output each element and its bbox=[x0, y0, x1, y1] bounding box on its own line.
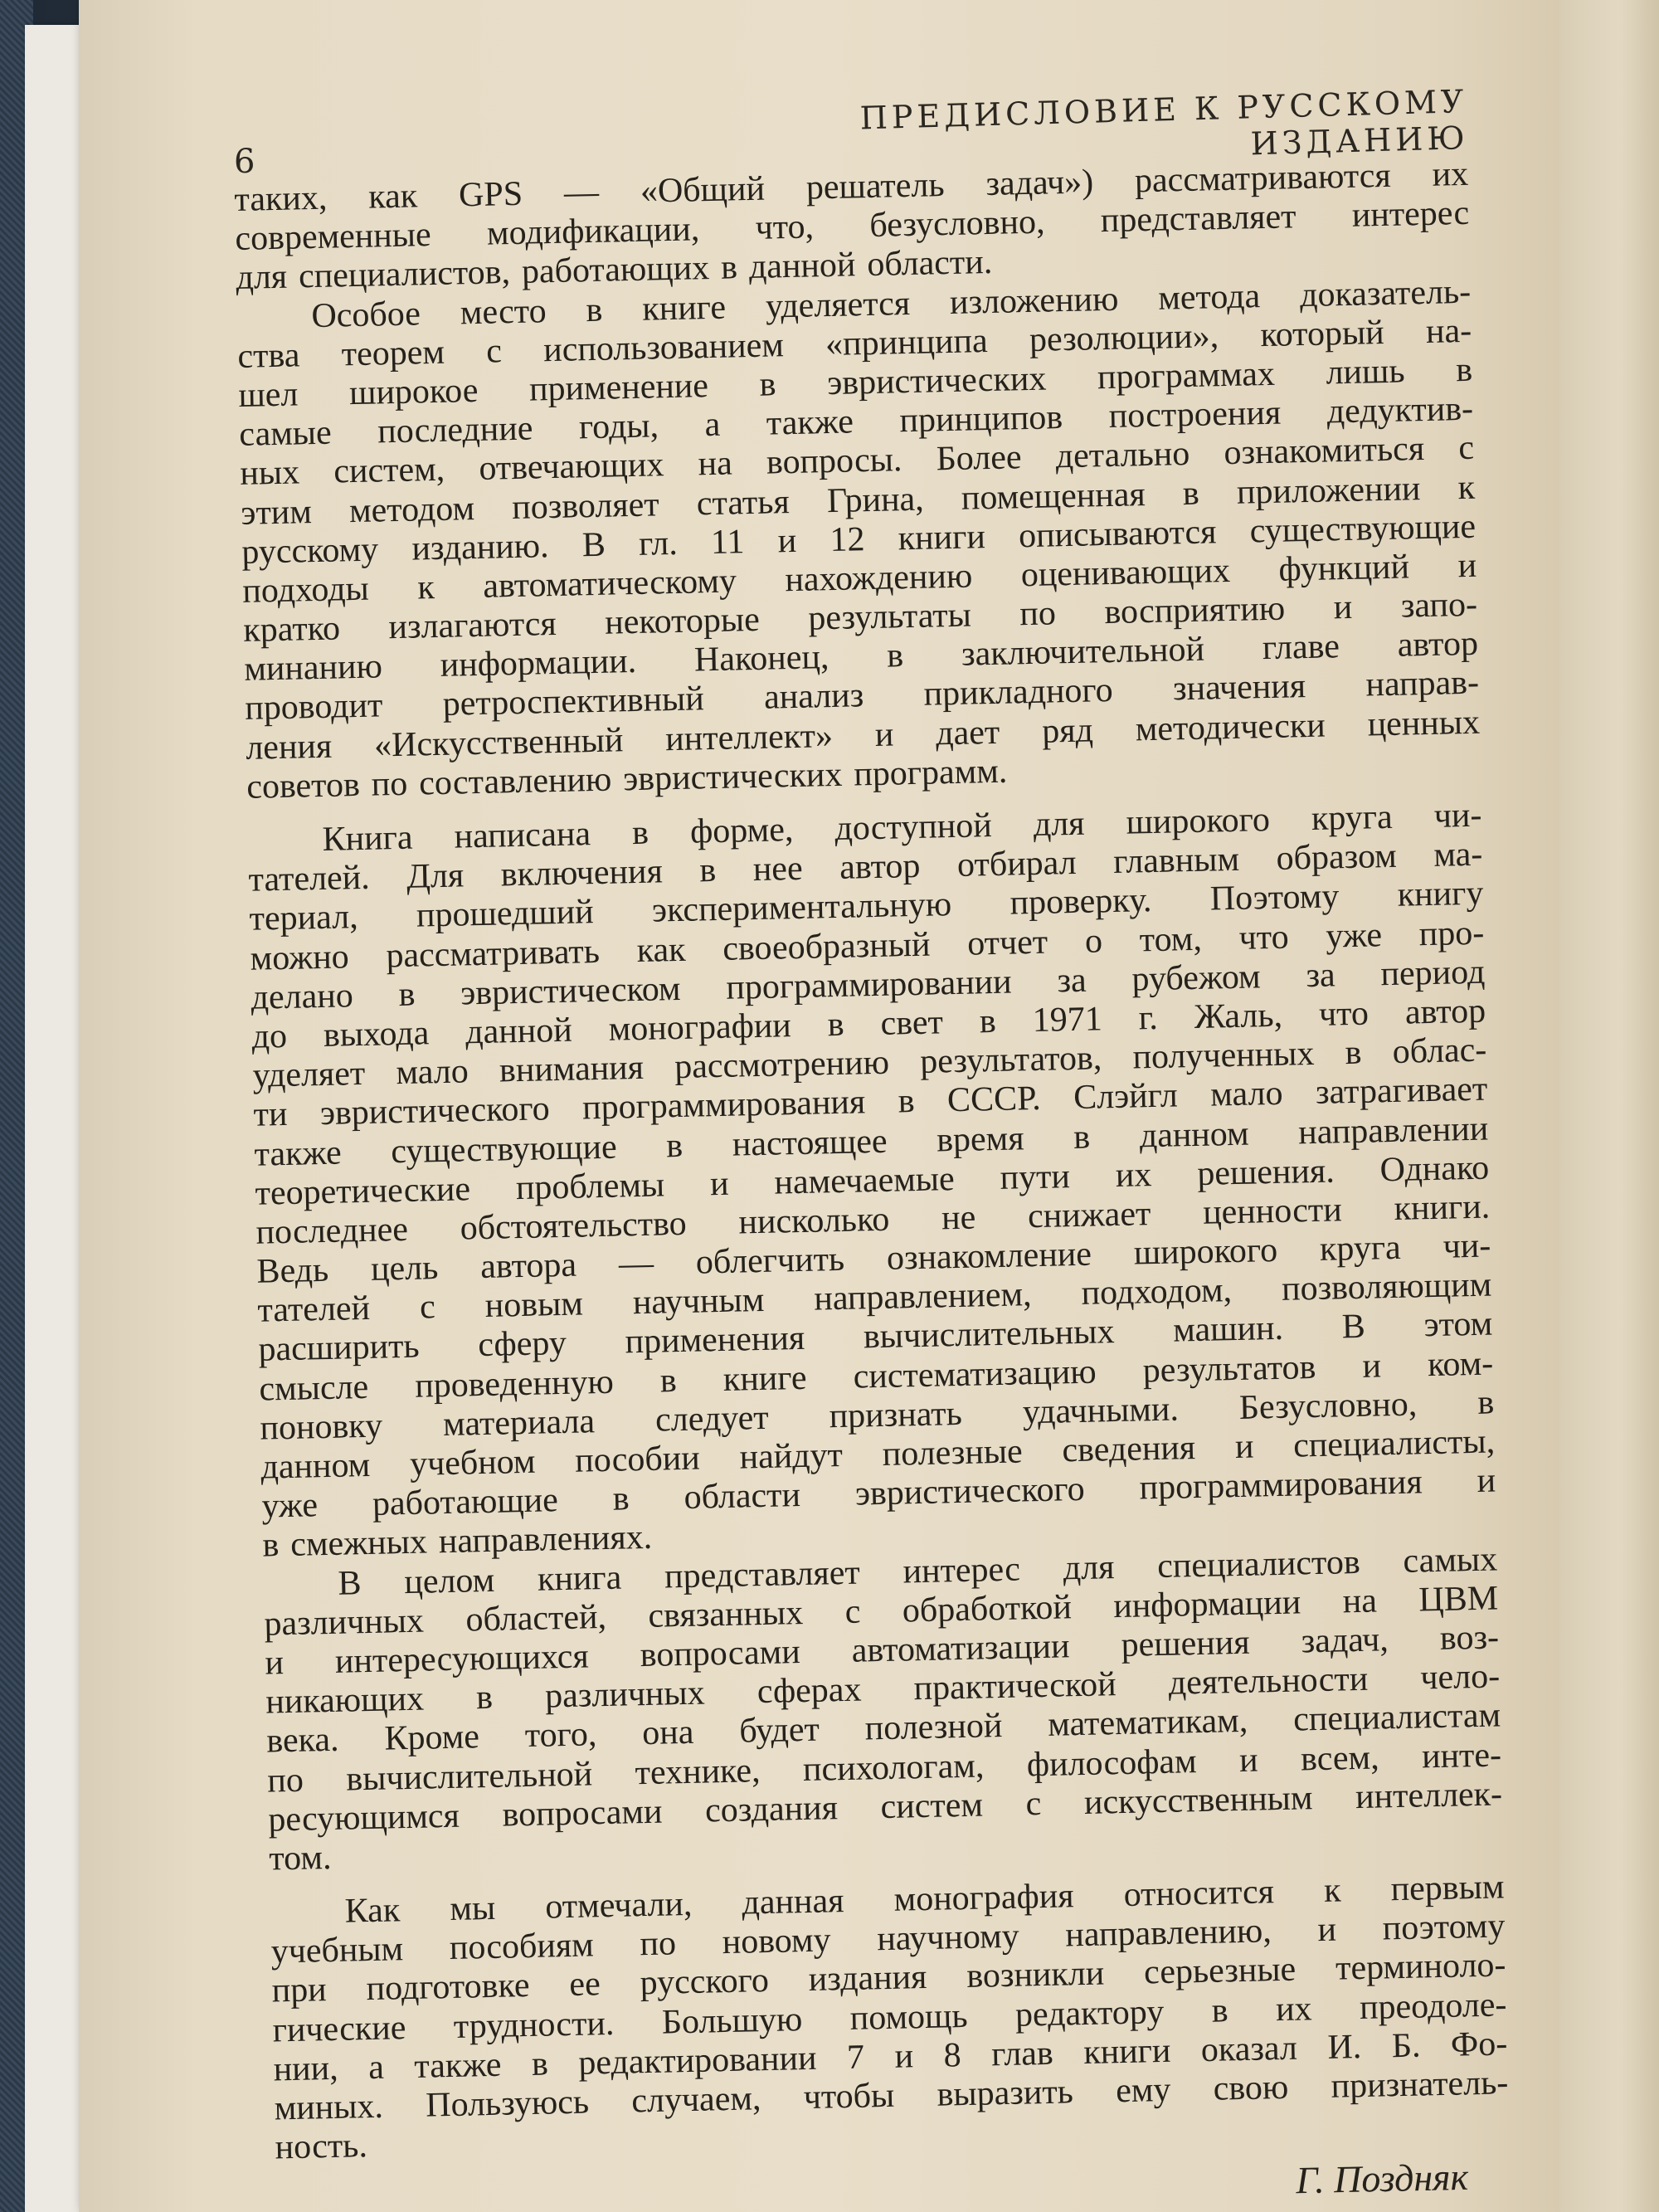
text-line: кратко излагаются некоторые результаты по восприятию и запо- bbox=[242, 585, 1478, 650]
text-line: ных систем, отвечающих на вопросы. Более детально ознакомиться с bbox=[239, 429, 1475, 494]
text-line: ства теорем с использованием «принципа резолюции», который на- bbox=[236, 311, 1472, 376]
text-line: также существующие в настоящее время в данном направлении bbox=[254, 1109, 1489, 1174]
text-line: самые последние годы, а также принципов построения дедуктив- bbox=[238, 389, 1474, 455]
text-line: при подготовке ее русского издания возникли серьезные терминоло- bbox=[271, 1946, 1506, 2010]
text-line: поновку материала следует признать удачными. Безусловно, в bbox=[260, 1383, 1495, 1448]
facing-page-edge bbox=[1559, 0, 1659, 2212]
text-line: тателей. Для включения в нее автор отбирал главным образом ма- bbox=[248, 835, 1483, 899]
text-line: ти эвристического программирования в СССР. Слэйгл мало затрагивает bbox=[253, 1069, 1488, 1135]
text-line: до выхода данной монографии в свет в 1971 г. Жаль, что автор bbox=[251, 992, 1486, 1056]
text-line: уделяет мало внимания рассмотрению результатов, полученных в облас- bbox=[252, 1030, 1487, 1095]
text-line: различных областей, связанных с обработкой информации на ЦВМ bbox=[263, 1579, 1499, 1644]
text-line: ления «Искусственный интеллект» и дает ряд методически ценных bbox=[245, 703, 1481, 767]
text-line: данном учебном пособии найдут полезные сведения и специалисты, bbox=[260, 1422, 1496, 1487]
text-line: подходы к автоматическому нахождению оценивающих функций и bbox=[241, 546, 1477, 611]
text-line: этим методом позволяет статья Грина, помещенная в приложении к bbox=[240, 468, 1476, 533]
text-line: смысле проведенную в книге систематизацию результатов и ком- bbox=[259, 1344, 1494, 1409]
text-line: гические трудности. Большую помощь редактору в их преодоле- bbox=[272, 1985, 1507, 2050]
text-line: том. bbox=[268, 1838, 332, 1878]
text-line: Как мы отмечали, данная монография относится к первым bbox=[344, 1868, 1505, 1931]
text-line: ресующимся вопросами создания систем с искусственным интеллек- bbox=[267, 1775, 1503, 1839]
text-line: шел широкое применение в эвристических программах лишь в bbox=[237, 350, 1473, 415]
text-line: таких, как GPS — «Общий решатель задач») рассматриваются их bbox=[234, 154, 1469, 219]
text-line: никающих в различных сферах практической деятельности чело- bbox=[265, 1657, 1501, 1722]
text-line: тателей с новым научным направлением, подходом, позволяющим bbox=[257, 1265, 1492, 1330]
body-text bbox=[234, 155, 1510, 2168]
text-line: нии, а также в редактировании 7 и 8 глав книги оказал И. Б. Фо- bbox=[273, 2024, 1508, 2089]
text-line: советов по составлению эвристических программ. bbox=[246, 752, 1008, 806]
text-line: минанию информации. Наконец, в заключительной главе автор bbox=[243, 624, 1479, 689]
text-line: териал, прошедший экспериментальную проверку. Поэтому книгу bbox=[249, 875, 1484, 939]
text-line: Особое место в книге уделяется изложению метода доказатель- bbox=[310, 272, 1472, 335]
text-line: века. Кроме того, она будет полезной математикам, специалистам bbox=[265, 1696, 1501, 1761]
text-line: делано в эвристическом программировании за рубежом за период bbox=[251, 953, 1486, 1017]
text-line: проводит ретроспективный анализ прикладного значения направ- bbox=[244, 664, 1480, 728]
page-number: 6 bbox=[234, 143, 255, 181]
signature: Г. Поздняк bbox=[1295, 2155, 1469, 2202]
text-line: в смежных направлениях. bbox=[261, 1518, 653, 1566]
text-line: Ведь цель автора — облегчить ознакомление широкого круга чи- bbox=[256, 1226, 1491, 1291]
text-line: русскому изданию. В гл. 11 и 12 книги описываются существующие bbox=[241, 507, 1477, 572]
text-line: для специалистов, работающих в данной области. bbox=[235, 243, 993, 298]
flyleaf-sheet bbox=[25, 25, 83, 2212]
text-line: последнее обстоятельство нисколько не снижает ценности книги. bbox=[255, 1187, 1491, 1252]
running-head: ПРЕДИСЛОВИЕ К РУССКОМУ ИЗДАНИЮ bbox=[859, 83, 1470, 163]
text-line: расширить сферу применения вычислительных машин. В этом bbox=[258, 1304, 1493, 1370]
text-line: и интересующихся вопросами автоматизации решения задач, воз- bbox=[264, 1618, 1500, 1683]
text-line: учебным пособиям по новому научному направлению, и поэтому bbox=[270, 1907, 1506, 1971]
text-line: Книга написана в форме, доступной для широкого круга чи- bbox=[322, 796, 1482, 859]
text-line: по вычислительной технике, психологам, философам и всем, инте- bbox=[266, 1735, 1502, 1800]
text-line: современные модификации, что, безусловно, представляет интерес bbox=[234, 194, 1470, 259]
text-line: уже работающие в области эвристического программирования и bbox=[260, 1461, 1496, 1526]
text-line: теоретические проблемы и намечаемые пути их решения. Однако bbox=[255, 1148, 1490, 1213]
text-line: миных. Пользуюсь случаем, чтобы выразить ему свою признатель- bbox=[274, 2063, 1509, 2128]
text-line: можно рассматривать как своеобразный отчет о том, что уже про- bbox=[250, 914, 1485, 978]
text-line: ность. bbox=[275, 2127, 368, 2167]
text-line: В целом книга представляет интерес для специалистов самых bbox=[337, 1540, 1498, 1603]
